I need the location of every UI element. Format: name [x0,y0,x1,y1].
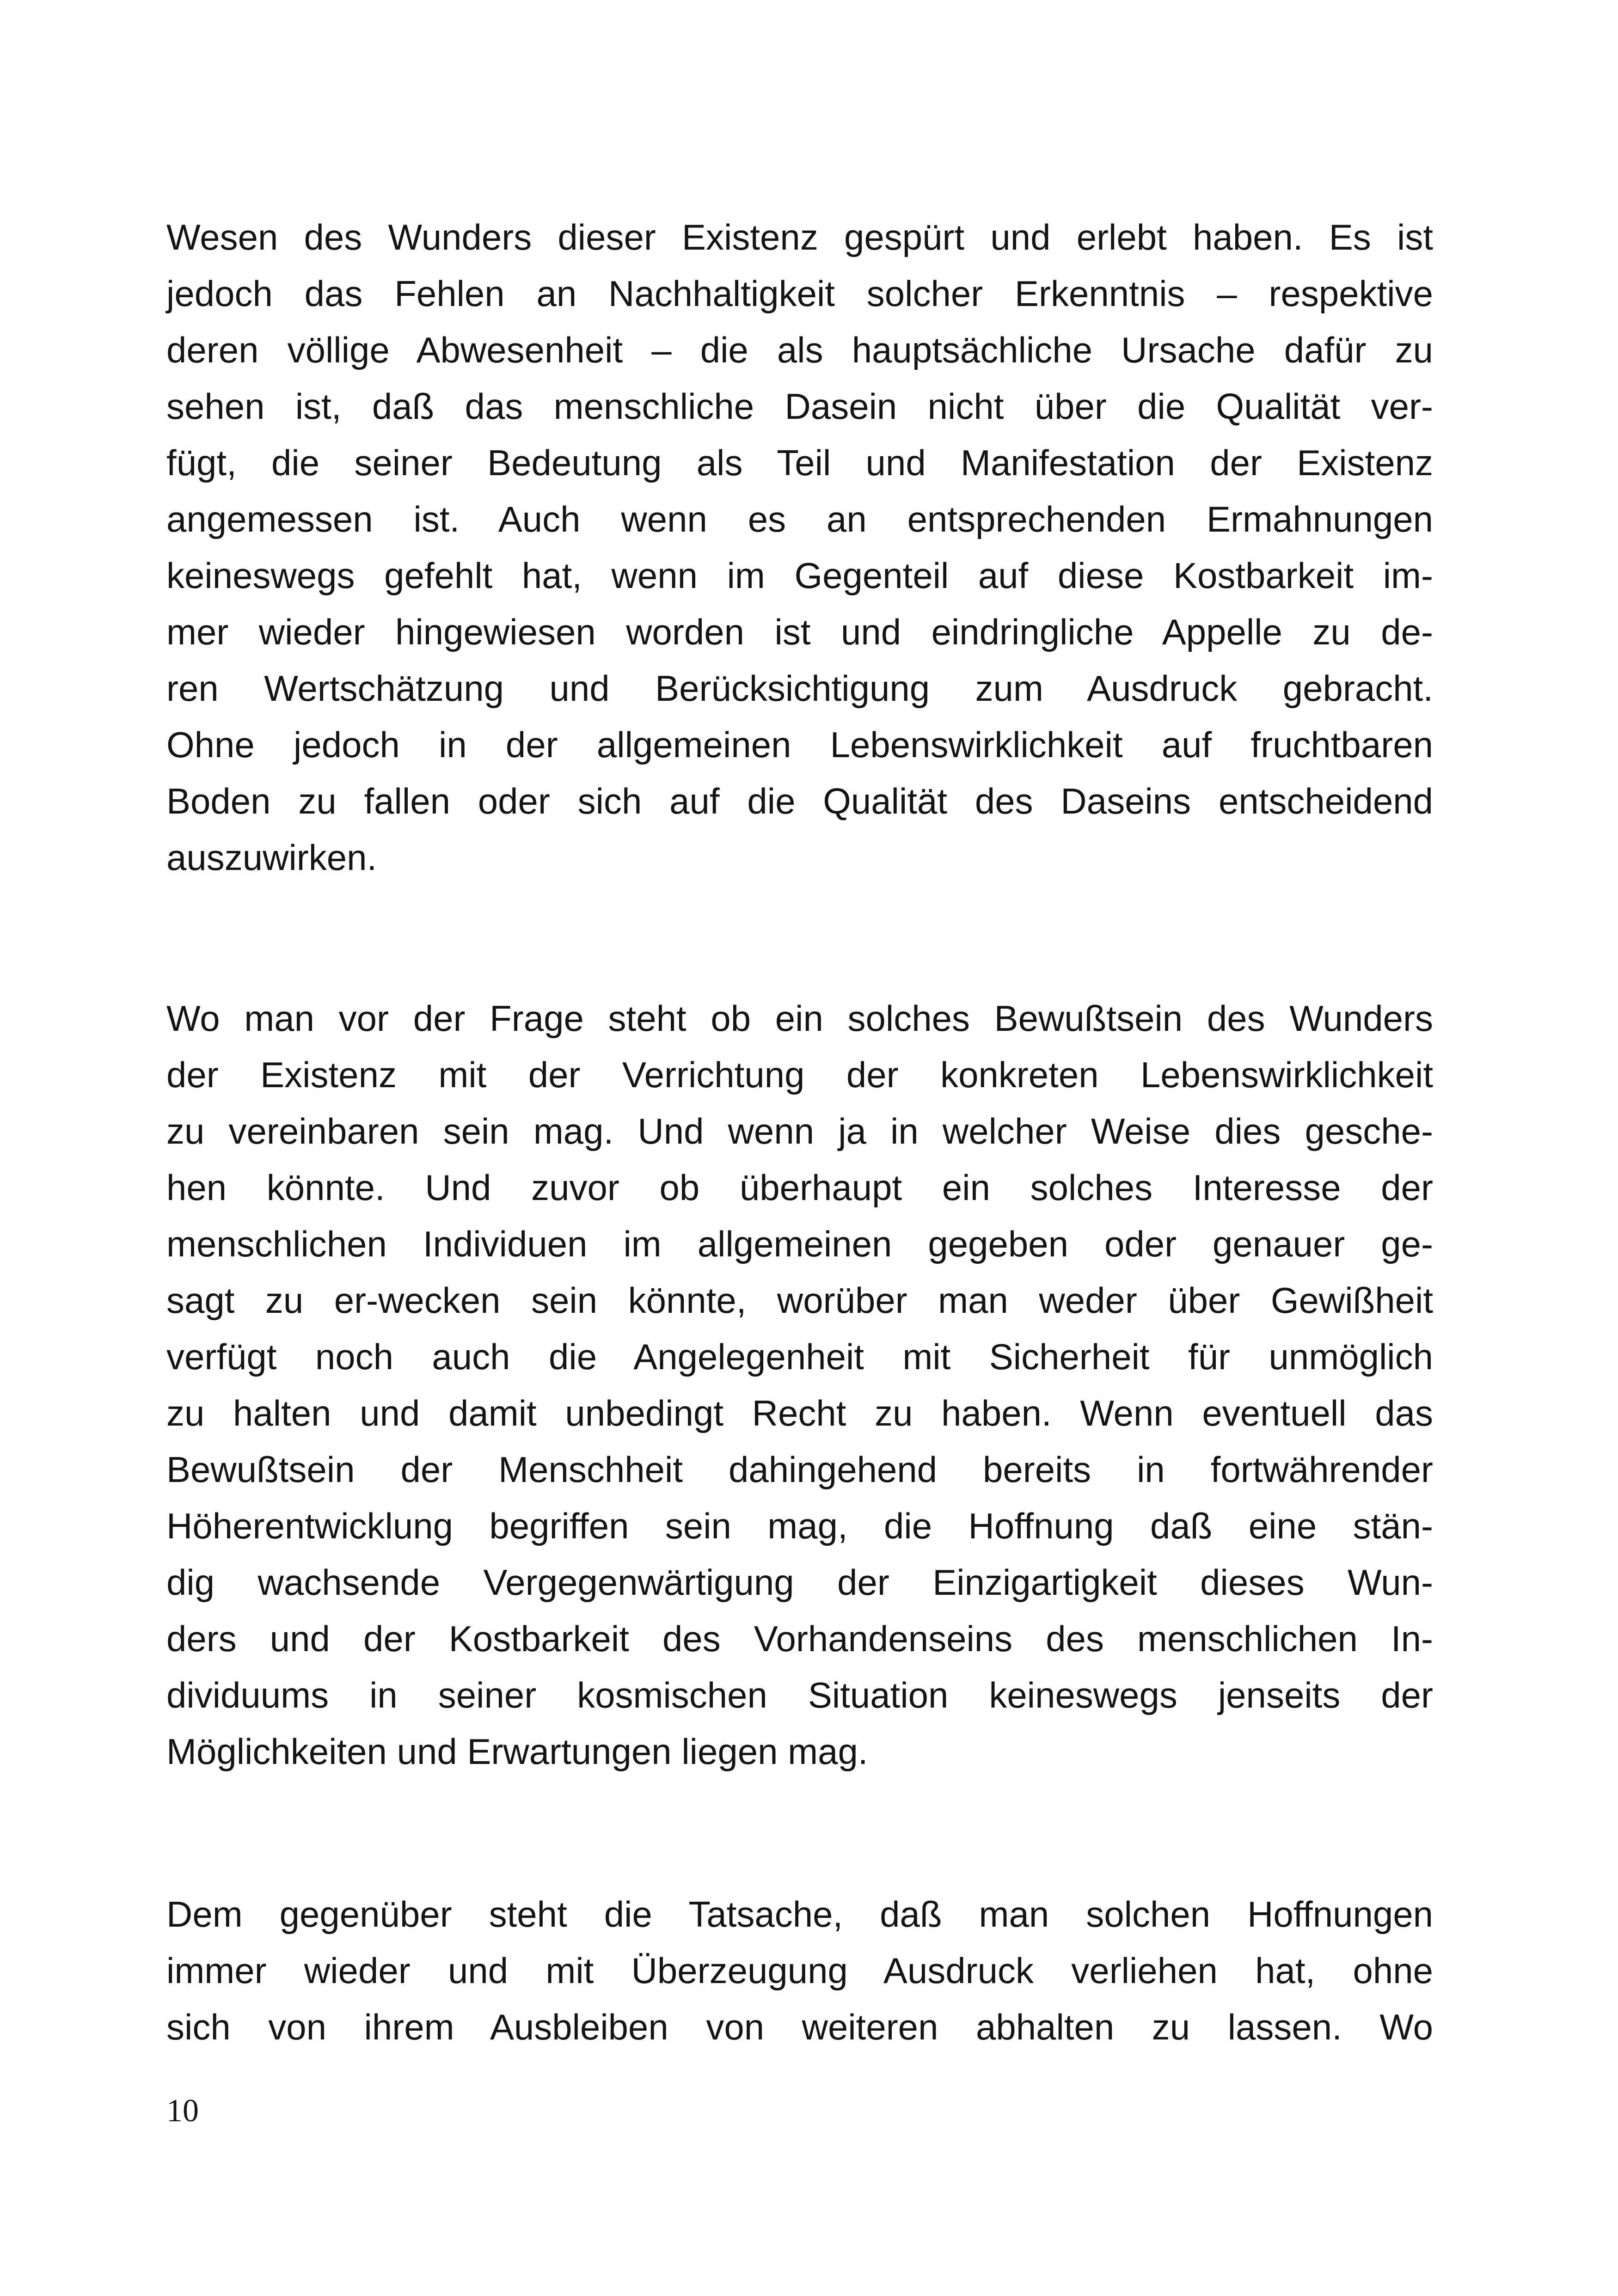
text-line: immer wieder und mit Überzeugung Ausdruck verliehen hat, ohne [166,1950,1433,1991]
text-line: auszuwirken. [166,837,377,878]
text-line: menschlichen Individuen im allgemeinen gegeben oder genauer ge- [166,1224,1433,1264]
text-line: Boden zu fallen oder sich auf die Qualität des Daseins entscheidend [166,781,1433,821]
text-line: angemessen ist. Auch wenn es an entsprechenden Ermahnungen [166,499,1433,539]
text-line: mer wieder hingewiesen worden ist und eindringliche Appelle zu de- [166,612,1433,652]
text-line: verfügt noch auch die Angelegenheit mit Sicherheit für unmöglich [166,1336,1433,1377]
text-line: dig wachsende Vergegenwärtigung der Einzigartigkeit dieses Wun- [166,1562,1433,1603]
text-line: der Existenz mit der Verrichtung der konkreten Lebenswirklichkeit [166,1054,1433,1095]
text-line: Dem gegenüber steht die Tatsache, daß man solchen Hoffnungen [166,1894,1433,1935]
paragraph-3 [166,1886,1433,2055]
paragraph-2 [166,990,1433,1780]
text-line: dividuums in seiner kosmischen Situation keineswegs jenseits der [166,1675,1433,1715]
paragraph-1 [166,209,1433,886]
text-line: Möglichkeiten und Erwartungen liegen mag. [166,1731,868,1772]
page-number: 10 [166,2093,199,2129]
text-line: zu vereinbaren sein mag. Und wenn ja in welcher Weise dies gesche- [166,1111,1433,1151]
text-line: hen könnte. Und zuvor ob überhaupt ein solches Interesse der [166,1167,1433,1208]
text-line: zu halten und damit unbedingt Recht zu haben. Wenn eventuell das [166,1393,1433,1433]
text-line: Wesen des Wunders dieser Existenz gespürt und erlebt haben. Es ist [166,217,1433,257]
text-line: sagt zu er-wecken sein könnte, worüber man weder über Gewißheit [166,1280,1433,1321]
text-line: ren Wertschätzung und Berücksichtigung zum Ausdruck gebracht. [166,668,1433,709]
text-line: keineswegs gefehlt hat, wenn im Gegenteil auf diese Kostbarkeit im- [166,555,1433,596]
text-line: Höherentwicklung begriffen sein mag, die Hoffnung daß eine stän- [166,1506,1433,1546]
text-line: deren völlige Abwesenheit – die als hauptsächliche Ursache dafür zu [166,330,1433,370]
text-line: Wo man vor der Frage steht ob ein solches Bewußtsein des Wunders [166,998,1433,1039]
text-line: sich von ihrem Ausbleiben von weiteren abhalten zu lassen. Wo [166,2007,1433,2047]
text-line: ders und der Kostbarkeit des Vorhandenseins des menschlichen In- [166,1618,1433,1659]
text-line: fügt, die seiner Bedeutung als Teil und Manifestation der Existenz [166,442,1433,483]
text-line: sehen ist, daß das menschliche Dasein nicht über die Qualität ver- [166,386,1433,427]
text-line: Ohne jedoch in der allgemeinen Lebenswirklichkeit auf fruchtbaren [166,724,1433,765]
text-line: Bewußtsein der Menschheit dahingehend bereits in fortwährender [166,1449,1433,1490]
text-line: jedoch das Fehlen an Nachhaltigkeit solcher Erkenntnis – respektive [166,273,1433,314]
